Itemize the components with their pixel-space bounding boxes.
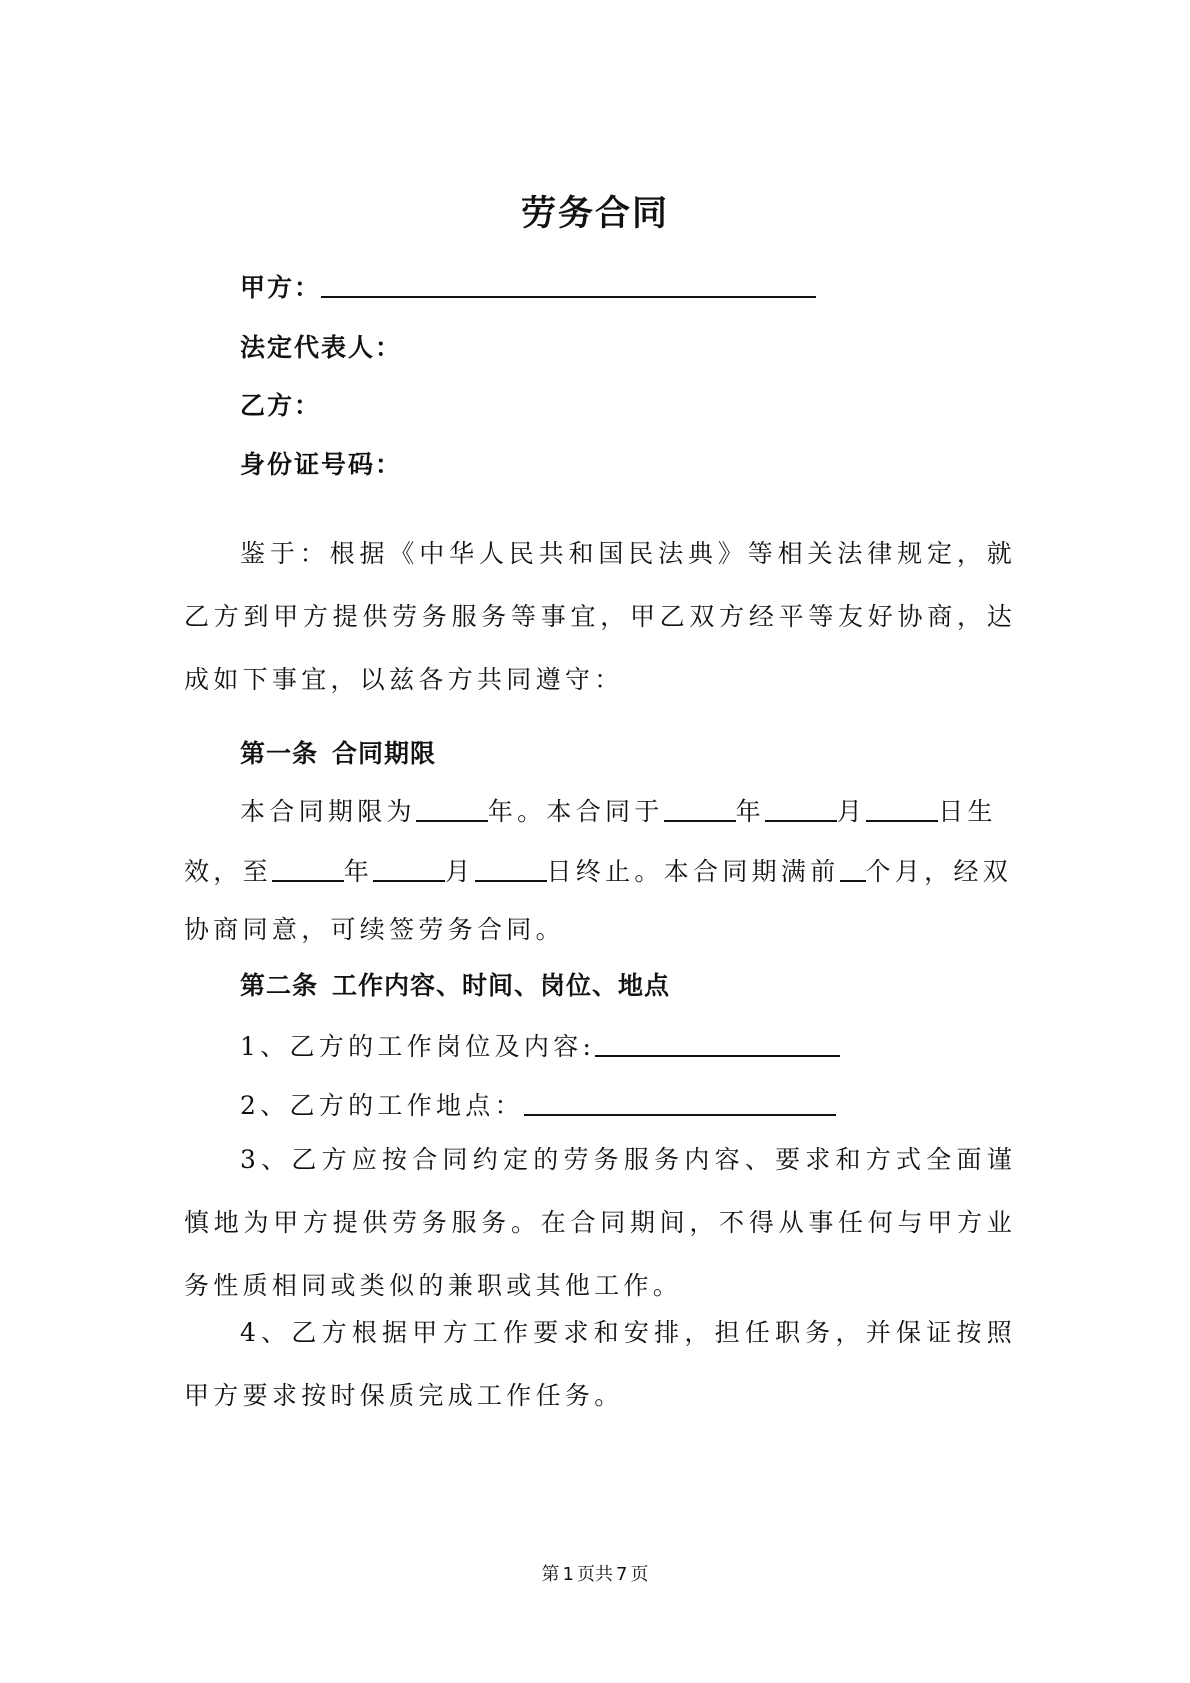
- preamble-paragraph: 鉴于：根据《中华人民共和国民法典》等相关法律规定，就乙方到甲方提供劳务服务等事宜，甲乙双方经平等友好协商，达成如下事宜，以兹各方共同遵守：: [184, 539, 1016, 694]
- job-content-blank: [595, 1054, 840, 1057]
- party-b-label: 乙方：: [240, 391, 322, 420]
- article-2-item-4: 4、乙方根据甲方工作要求和安排，担任职务，并保证按照甲方要求按时保质完成工作任务。: [184, 1318, 1016, 1410]
- term-text-2: 年。本合同于: [487, 797, 664, 826]
- term-text-7: 年: [343, 857, 374, 886]
- term-text-5: 日生: [938, 797, 997, 826]
- article-1-heading: [240, 734, 436, 770]
- term-text-9: 日终止。本合同期满前: [546, 857, 840, 886]
- term-text-10: 个月，经双: [865, 857, 1013, 886]
- end-year-blank: [272, 879, 344, 882]
- term-text-8: 月: [445, 857, 475, 886]
- article-2-heading: [240, 966, 670, 1002]
- end-month-blank: [373, 879, 445, 882]
- work-location-blank: [524, 1113, 836, 1116]
- article-1-label: 第一条: [240, 739, 319, 768]
- legal-rep-label: 法定代表人：: [240, 333, 403, 362]
- footer-suffix: 页: [630, 1564, 649, 1585]
- article-2-item-3: 3、乙方应按合同约定的劳务服务内容、要求和方式全面谨慎地为甲方提供劳务服务。在合同期间，不得从事任何与甲方业务性质相同或类似的兼职或其他工作。: [184, 1145, 1016, 1300]
- term-years-blank: [416, 819, 488, 822]
- start-day-blank: [866, 819, 938, 822]
- article-1-line-3: 协商同意，可续签劳务合同。: [184, 915, 565, 944]
- term-text-6: 效，至: [184, 857, 272, 886]
- article-2-item-2: [240, 1086, 836, 1122]
- party-a-field: [240, 268, 816, 304]
- footer-total-pages: 7: [616, 1564, 628, 1585]
- footer-middle: 页共: [577, 1564, 613, 1585]
- footer-page-number: 1: [562, 1564, 574, 1585]
- id-number-label: 身份证号码：: [240, 450, 403, 479]
- party-b-field: [240, 386, 321, 422]
- footer-prefix: 第: [541, 1564, 560, 1585]
- legal-rep-field: [240, 328, 402, 364]
- document-title: 劳务合同: [520, 194, 669, 234]
- term-text-1: 本合同期限为: [240, 797, 416, 826]
- article-1-line-1: [240, 792, 997, 828]
- page-footer: [0, 1560, 1190, 1586]
- article-2-title: 工作内容、时间、岗位、地点: [332, 971, 671, 1000]
- party-a-blank: [321, 295, 816, 298]
- article-1-title: 合同期限: [332, 739, 437, 768]
- end-day-blank: [475, 879, 547, 882]
- article-2-label: 第二条: [240, 971, 319, 1000]
- article-2-item-1: [240, 1027, 840, 1063]
- term-text-4: 月: [836, 797, 867, 826]
- id-number-field: [240, 445, 402, 481]
- start-year-blank: [664, 819, 736, 822]
- item-1-text: 1、乙方的工作岗位及内容:: [240, 1032, 596, 1061]
- item-2-text: 2、乙方的工作地点：: [240, 1091, 524, 1120]
- start-month-blank: [765, 819, 837, 822]
- party-a-label: 甲方：: [240, 273, 322, 302]
- renewal-months-blank: [840, 879, 866, 882]
- article-1-line-2: [184, 852, 1012, 888]
- term-text-3: 年: [735, 797, 765, 826]
